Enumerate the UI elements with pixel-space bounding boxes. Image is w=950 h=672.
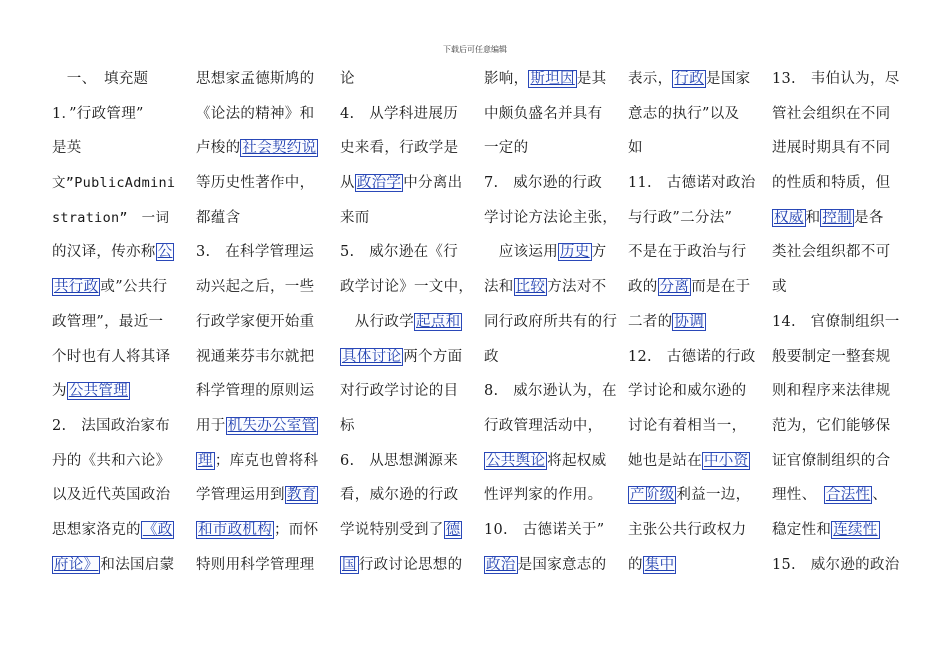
line-text: 她也是站在 xyxy=(628,452,702,469)
line-text: 史来看，行政学是 xyxy=(340,140,459,157)
line-text: 二者的 xyxy=(628,313,673,330)
text-line xyxy=(772,235,906,270)
line-text: 是英 xyxy=(52,140,82,157)
line-text: 理性、 xyxy=(772,487,824,504)
text-line xyxy=(340,444,474,479)
text-line xyxy=(196,548,330,583)
text-line xyxy=(52,131,186,166)
answer-blank: 教育 xyxy=(286,487,317,504)
text-line xyxy=(52,201,186,236)
text-line xyxy=(484,340,618,375)
text-line xyxy=(484,235,618,270)
text-line xyxy=(52,548,186,583)
text-line xyxy=(340,513,474,548)
line-text: 将起权威 xyxy=(547,452,607,469)
text-line xyxy=(52,166,186,201)
line-text: 般要制定一整套规 xyxy=(772,348,891,365)
line-text: 政管理”，最近一 xyxy=(52,313,164,330)
text-line xyxy=(340,374,474,409)
answer-blank: 起点和 xyxy=(416,313,461,330)
line-text: 等历史性著作中， xyxy=(196,175,315,192)
text-line xyxy=(52,97,186,132)
text-line xyxy=(772,305,906,340)
text-line xyxy=(52,270,186,305)
text-column-1 xyxy=(52,62,186,582)
answer-blank: 控制 xyxy=(822,209,853,226)
line-text: 政 xyxy=(484,348,499,365)
answer-blank: 分离 xyxy=(659,279,690,296)
text-column-6 xyxy=(772,62,906,582)
text-line xyxy=(340,409,474,444)
line-text: 是国家意志的 xyxy=(517,556,607,573)
text-line xyxy=(484,548,618,583)
line-text: 应该运用 xyxy=(484,244,558,261)
text-line xyxy=(628,201,762,236)
line-text: 两个方面 xyxy=(403,348,463,365)
line-text: 如 xyxy=(628,140,643,157)
text-line xyxy=(772,62,906,97)
answer-blank: 比较 xyxy=(515,279,546,296)
line-text: 主张公共行政权力 xyxy=(628,521,747,538)
text-line xyxy=(628,166,762,201)
line-text: 政的 xyxy=(628,279,658,296)
line-text: 4. 从学科进展历 xyxy=(340,105,459,122)
text-column-5 xyxy=(628,62,762,582)
line-text: 7. 威尔逊的行政 xyxy=(484,175,603,192)
answer-blank: 斯坦因 xyxy=(530,71,575,87)
line-text: 13. 韦伯认为，尽 xyxy=(772,71,900,87)
text-line xyxy=(196,166,330,201)
text-line xyxy=(628,478,762,513)
answer-blank: 合法性 xyxy=(825,487,871,504)
line-text: 8. 威尔逊认为，在 xyxy=(484,383,617,400)
text-line xyxy=(772,409,906,444)
line-text: 为 xyxy=(52,383,67,400)
line-text: 意志的执行”以及 xyxy=(628,105,740,122)
line-text: 法和 xyxy=(484,279,514,296)
text-line xyxy=(196,409,330,444)
line-text: 1．”行政管理” xyxy=(52,105,144,122)
text-line xyxy=(628,374,762,409)
line-text: 或”公共行 xyxy=(100,279,168,296)
text-line xyxy=(52,374,186,409)
answer-blank: 权威 xyxy=(774,209,804,226)
line-text: 讨论有着相当一， xyxy=(628,417,747,434)
line-text: 都蕴含 xyxy=(196,209,241,226)
answer-blank: 具体讨论 xyxy=(342,348,402,365)
line-text: 10. 古德诺关于” xyxy=(484,521,605,538)
text-line xyxy=(772,201,906,236)
text-line xyxy=(772,444,906,479)
answer-blank: 和市政机构 xyxy=(198,521,272,538)
answer-blank: 理 xyxy=(198,452,213,469)
line-text: stration” 一词 xyxy=(52,209,170,226)
line-text: 卢梭的 xyxy=(196,140,241,157)
line-text: 学讨论方法论主张， xyxy=(484,209,618,226)
line-text: 利益一边， xyxy=(676,487,751,504)
line-text: 思想家洛克的 xyxy=(52,521,141,538)
line-text: 5. 威尔逊在《行 xyxy=(340,244,459,261)
text-line xyxy=(484,478,618,513)
line-text: 动兴起之后，一些 xyxy=(196,279,315,296)
text-line xyxy=(340,548,474,583)
text-line xyxy=(484,513,618,548)
text-line xyxy=(484,166,618,201)
line-text: 个时也有人将其译 xyxy=(52,348,171,365)
line-text: 文”PublicAdmini xyxy=(52,175,176,192)
answer-blank: 连续性 xyxy=(833,521,878,538)
text-line xyxy=(628,62,762,97)
text-line xyxy=(772,166,906,201)
text-line xyxy=(628,513,762,548)
line-text: 学讨论和威尔逊的 xyxy=(628,383,747,400)
line-text: 的性质和特质，但 xyxy=(772,175,891,192)
text-line xyxy=(628,131,762,166)
text-line xyxy=(196,513,330,548)
text-column-3 xyxy=(340,62,474,582)
text-line xyxy=(196,478,330,513)
line-text: 是其 xyxy=(576,71,607,87)
page-header: 下载后可任意编辑 xyxy=(443,45,507,54)
text-line xyxy=(196,340,330,375)
line-text: 稳定性和 xyxy=(772,521,832,538)
line-text: 行政管理活动中， xyxy=(484,417,603,434)
line-text: 的汉译，传亦称 xyxy=(52,244,156,261)
line-text: 是国家 xyxy=(706,71,751,87)
line-text: 标 xyxy=(340,417,355,434)
line-text: 15. 威尔逊的政治 xyxy=(772,556,900,573)
text-line xyxy=(772,374,906,409)
answer-blank: 公共管理 xyxy=(68,383,129,400)
line-text: 方法对不 xyxy=(547,279,607,296)
text-line xyxy=(196,270,330,305)
text-line xyxy=(340,478,474,513)
line-text: 思想家孟德斯鸠的 xyxy=(196,71,315,87)
text-line xyxy=(196,374,330,409)
text-line xyxy=(340,166,474,201)
line-text: 论 xyxy=(340,71,355,87)
line-text: 的 xyxy=(628,556,643,573)
line-text: 特则用科学管理理 xyxy=(196,556,315,573)
line-text: 学说特别受到了 xyxy=(340,521,444,538)
text-column-4 xyxy=(484,62,618,582)
text-line xyxy=(772,340,906,375)
text-line xyxy=(340,97,474,132)
line-text: 科学管理的原则运 xyxy=(196,383,315,400)
text-line xyxy=(52,235,186,270)
line-text: 2. 法国政治家布 xyxy=(52,417,171,434)
text-line xyxy=(196,201,330,236)
text-line xyxy=(196,97,330,132)
text-line xyxy=(484,270,618,305)
line-text: 《论法的精神》和 xyxy=(196,105,315,122)
text-line xyxy=(772,513,906,548)
text-line xyxy=(628,444,762,479)
text-line xyxy=(484,305,618,340)
line-text: 或 xyxy=(772,279,787,296)
text-line xyxy=(52,62,186,97)
answer-blank: 历史 xyxy=(560,244,590,261)
text-line xyxy=(628,340,762,375)
line-text: 3. 在科学管理运 xyxy=(196,244,315,261)
line-text: 行政讨论思想的 xyxy=(358,556,463,573)
line-text: 同行政府所共有的行 xyxy=(484,313,618,330)
text-line xyxy=(340,131,474,166)
text-line xyxy=(52,513,186,548)
text-line xyxy=(196,305,330,340)
line-text: 方 xyxy=(591,244,607,261)
text-line xyxy=(340,270,474,305)
line-text: 丹的《共和六论》 xyxy=(52,452,171,469)
text-line xyxy=(772,97,906,132)
text-line xyxy=(484,374,618,409)
text-line xyxy=(340,235,474,270)
line-text: 从 xyxy=(340,175,355,192)
line-text: 影响， xyxy=(484,71,529,87)
text-line xyxy=(628,270,762,305)
line-text: 性评判家的作用。 xyxy=(484,487,603,504)
text-line xyxy=(484,444,618,479)
answer-blank: 政治学 xyxy=(356,175,402,192)
text-line xyxy=(52,409,186,444)
line-text: 与行政”二分法” xyxy=(628,209,733,226)
text-line xyxy=(772,548,906,583)
line-text: ；库克也曾将科 xyxy=(214,452,319,469)
text-line xyxy=(772,478,906,513)
line-text: 范为，它们能够保 xyxy=(772,417,891,434)
text-line xyxy=(484,97,618,132)
text-line xyxy=(52,305,186,340)
answer-blank: 德 xyxy=(445,521,461,538)
text-line xyxy=(772,270,906,305)
line-text: 看，威尔逊的行政 xyxy=(340,487,459,504)
line-text: 一定的 xyxy=(484,140,529,157)
text-line xyxy=(628,548,762,583)
line-text: 政学讨论》一文中， xyxy=(340,279,474,296)
line-text: 类社会组织都不可 xyxy=(772,244,891,261)
line-text: 用于 xyxy=(196,417,226,434)
line-text: 来而 xyxy=(340,209,370,226)
line-text: 证官僚制组织的合 xyxy=(772,452,891,469)
answer-blank: 政治 xyxy=(486,556,516,573)
line-text: 6. 从思想渊源来 xyxy=(340,452,459,469)
line-text: 和法国启蒙 xyxy=(100,556,175,573)
line-text: 和 xyxy=(805,209,821,226)
line-text: 中分离出 xyxy=(403,175,463,192)
line-text: 14. 官僚制组织一 xyxy=(772,313,900,330)
text-line xyxy=(52,478,186,513)
line-text: 视通莱芬韦尔就把 xyxy=(196,348,315,365)
line-text: 中颇负盛名并具有 xyxy=(484,105,603,122)
text-column-2 xyxy=(196,62,330,582)
text-line xyxy=(340,62,474,97)
text-line xyxy=(196,131,330,166)
line-text: 学管理运用到 xyxy=(196,487,285,504)
text-line xyxy=(484,201,618,236)
text-line xyxy=(772,131,906,166)
line-text: 11. 古德诺对政治 xyxy=(628,175,756,192)
line-text: 一、 填充题 xyxy=(52,71,149,87)
line-text: 行政学家便开始重 xyxy=(196,313,315,330)
text-line xyxy=(52,444,186,479)
answer-blank: 集中 xyxy=(644,556,675,573)
text-line xyxy=(484,62,618,97)
answer-blank: 公 xyxy=(157,244,173,261)
line-text: 、 xyxy=(872,487,888,504)
answer-blank: 府论》 xyxy=(54,556,99,573)
answer-blank: 行政 xyxy=(674,71,705,87)
text-line xyxy=(340,201,474,236)
answer-blank: 机失办公室管 xyxy=(227,417,317,434)
line-text: ；而怀 xyxy=(274,521,319,538)
line-text: 不是在于政治与行 xyxy=(628,244,747,261)
text-line xyxy=(196,62,330,97)
line-text: 从行政学 xyxy=(340,313,414,330)
line-text: 而是在于 xyxy=(691,279,751,296)
line-text: 是各 xyxy=(854,209,884,226)
answer-blank: 《政 xyxy=(142,521,173,538)
answer-blank: 国 xyxy=(342,556,357,573)
line-text: 表示， xyxy=(628,71,673,87)
text-line xyxy=(484,409,618,444)
text-line xyxy=(484,131,618,166)
text-line xyxy=(340,305,474,340)
text-line xyxy=(628,409,762,444)
answer-blank: 共行政 xyxy=(54,279,99,296)
text-line xyxy=(196,235,330,270)
line-text: 12. 古德诺的行政 xyxy=(628,348,756,365)
answer-blank: 社会契约说 xyxy=(242,140,317,157)
line-text: 则和程序来法律规 xyxy=(772,383,891,400)
answer-blank: 协调 xyxy=(674,313,705,330)
answer-blank: 公共舆论 xyxy=(486,452,546,469)
answer-blank: 中小资 xyxy=(704,452,749,469)
line-text: 对行政学讨论的目 xyxy=(340,383,459,400)
text-line xyxy=(196,444,330,479)
text-line xyxy=(628,97,762,132)
line-text: 进展时期具有不同 xyxy=(772,140,891,157)
answer-blank: 产阶级 xyxy=(630,487,675,504)
text-line xyxy=(628,305,762,340)
text-line xyxy=(628,235,762,270)
text-line xyxy=(52,340,186,375)
line-text: 管社会组织在不同 xyxy=(772,105,891,122)
line-text: 以及近代英国政治 xyxy=(52,487,171,504)
text-line xyxy=(340,340,474,375)
